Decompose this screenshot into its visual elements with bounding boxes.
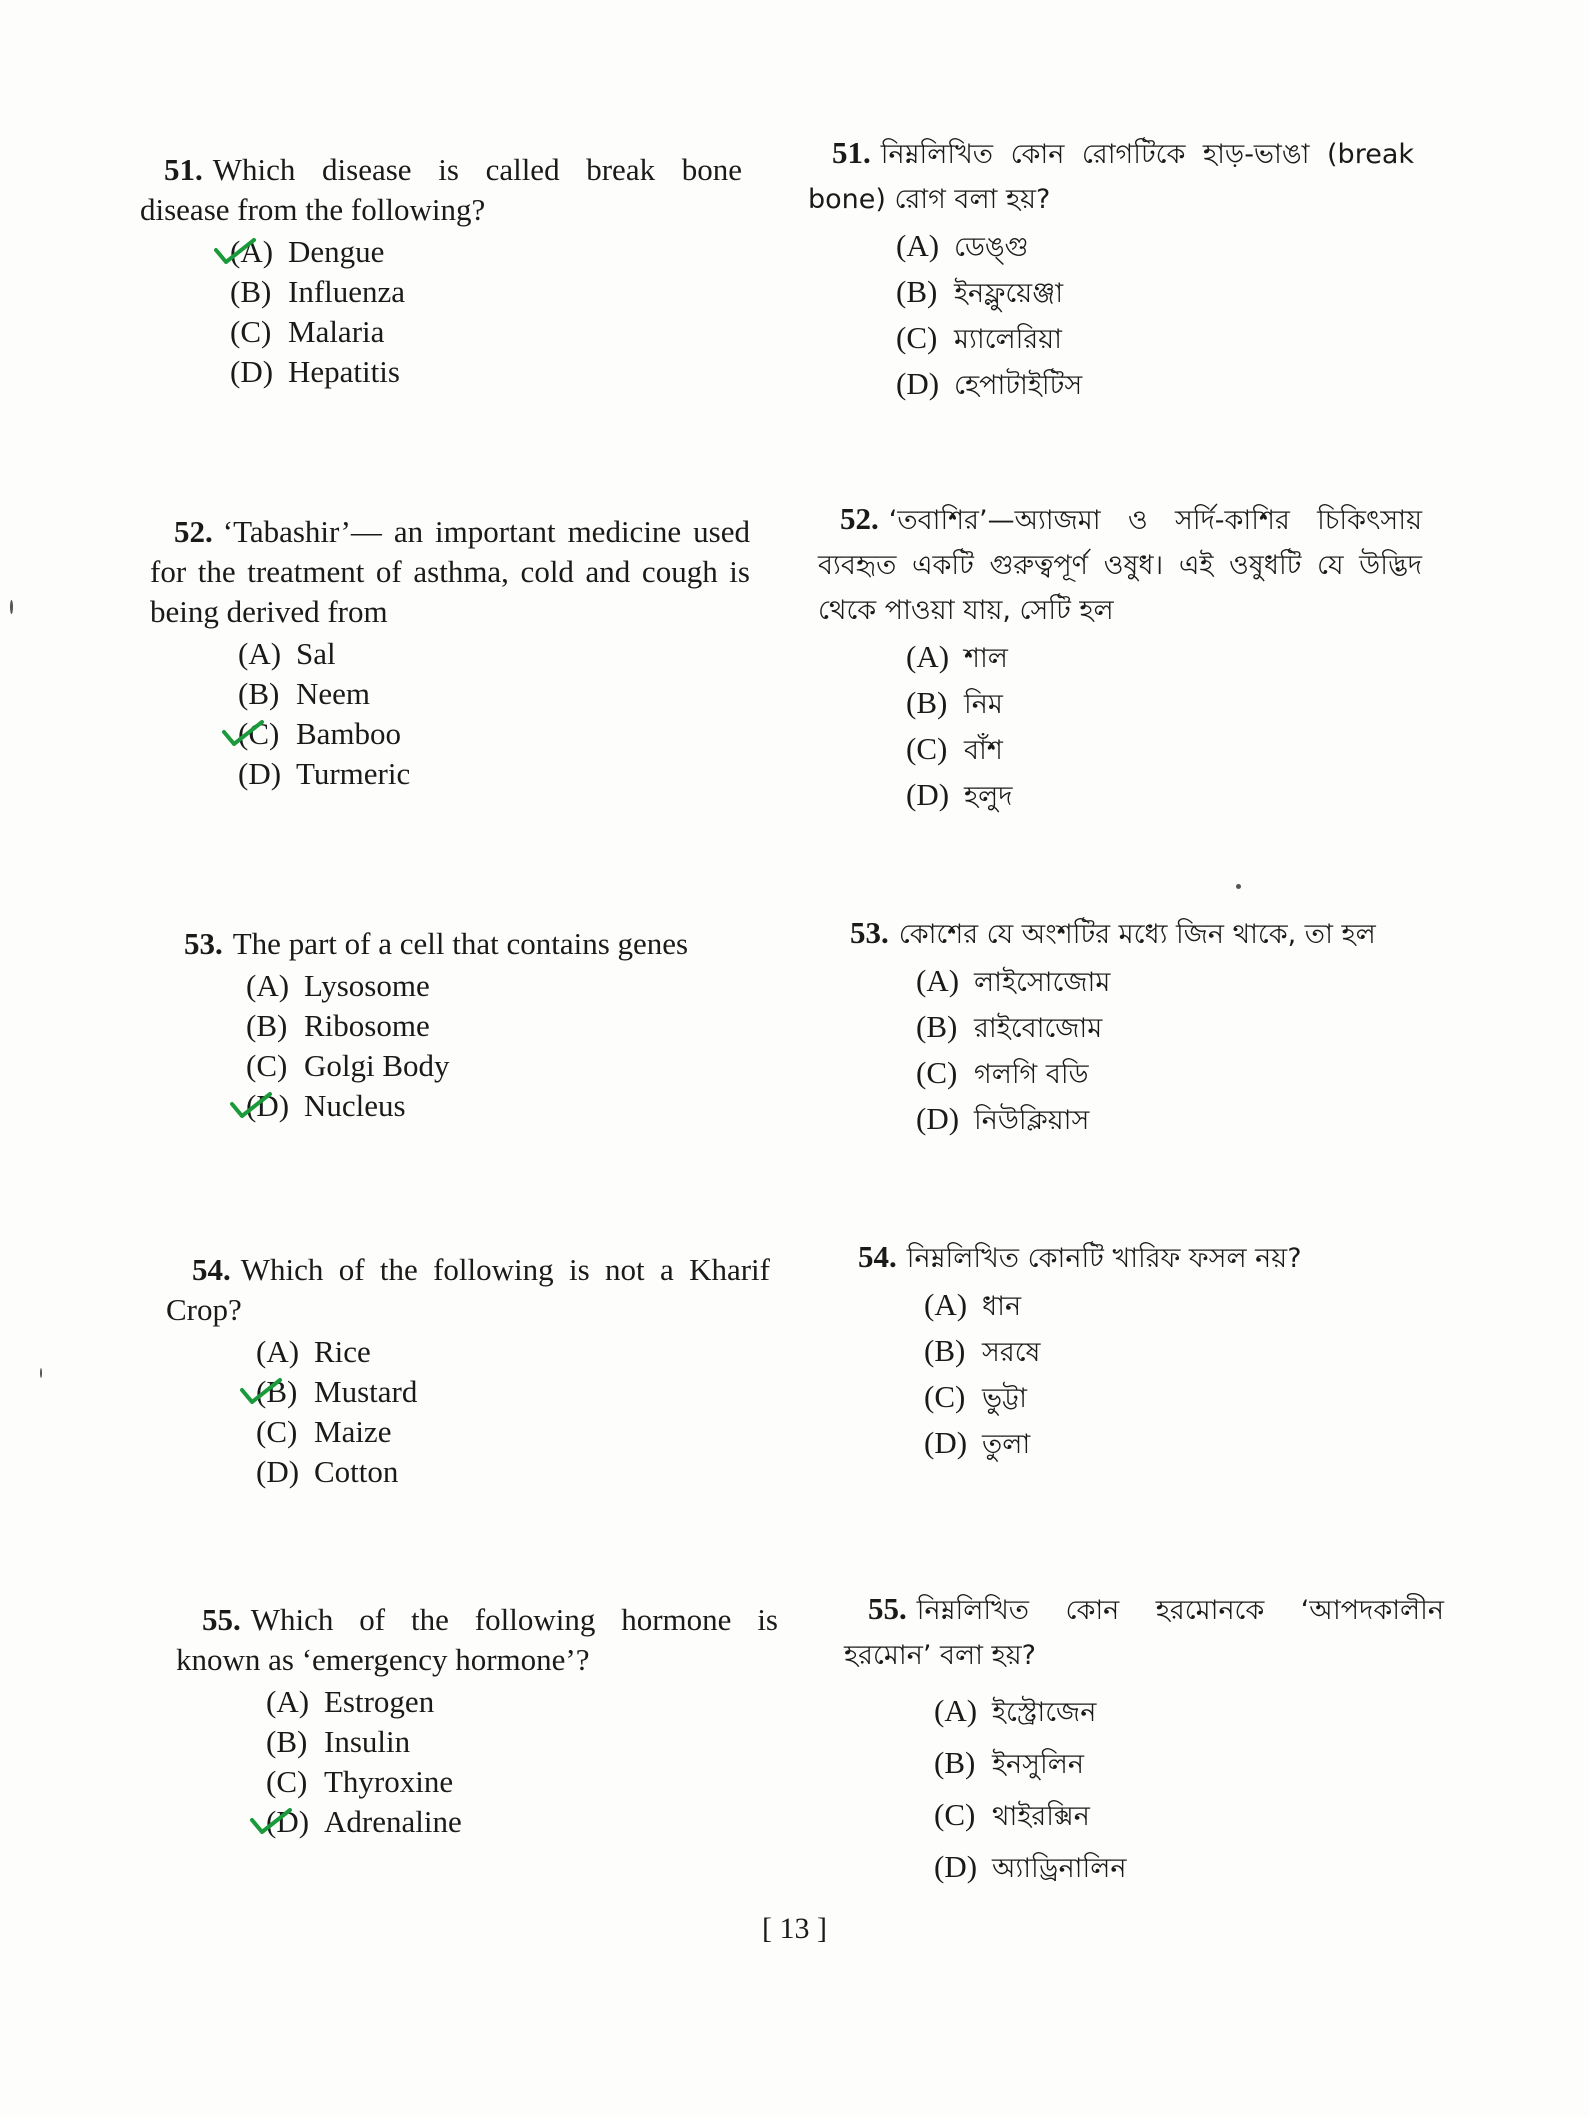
- option-text: Sal: [296, 636, 336, 671]
- option-b[interactable]: [230, 272, 742, 312]
- option-text: বাঁশ: [964, 735, 1003, 766]
- option-b[interactable]: [238, 674, 750, 714]
- option-text: ধান: [982, 1291, 1022, 1322]
- question-51-bengali: [808, 130, 1414, 408]
- question-body: The part of a cell that contains genes: [232, 926, 689, 961]
- option-label: (D): [238, 756, 282, 791]
- options-list: [256, 1332, 770, 1492]
- question-52-bengali: [818, 496, 1422, 819]
- option-a[interactable]: [924, 1283, 1438, 1329]
- option-text: অ্যাড্রিনালিন: [992, 1853, 1127, 1884]
- option-text: Influenza: [288, 274, 406, 309]
- scan-speck: [1236, 884, 1241, 889]
- option-label: (D): [896, 366, 940, 401]
- option-label: (B): [934, 1745, 976, 1780]
- question-text: [858, 1234, 1438, 1281]
- option-b[interactable]: [896, 270, 1414, 316]
- question-text: [176, 1600, 778, 1680]
- question-54-english: [166, 1250, 770, 1492]
- question-body: Which disease is called break bone disease from the following?: [140, 152, 742, 227]
- question-body: Which of the following is not a Kharif Crop?: [166, 1252, 770, 1327]
- option-d[interactable]: [906, 773, 1422, 819]
- page-number: [ 13 ]: [762, 1912, 827, 1945]
- option-text: Neem: [296, 676, 371, 711]
- question-number: 54.: [192, 1252, 231, 1287]
- option-label: (A): [896, 228, 940, 263]
- question-number: 53.: [850, 915, 889, 950]
- option-label: (A): [924, 1287, 968, 1322]
- option-label: (C): [238, 716, 280, 751]
- option-text: হেপাটাইটিস: [954, 370, 1083, 401]
- option-label: (A): [906, 639, 950, 674]
- options-list: [238, 634, 750, 794]
- option-label: (A): [246, 968, 290, 1003]
- option-text: Malaria: [288, 314, 385, 349]
- question-number: 54.: [858, 1239, 897, 1274]
- option-text: রাইবোজোম: [974, 1013, 1103, 1044]
- option-d[interactable]: [916, 1097, 1430, 1143]
- option-text: Nucleus: [304, 1088, 406, 1123]
- option-a[interactable]: [256, 1332, 770, 1372]
- option-label: (D): [246, 1088, 290, 1123]
- options-list: [896, 224, 1414, 408]
- option-text: Thyroxine: [324, 1764, 454, 1799]
- option-text: গলগি বডি: [974, 1059, 1089, 1090]
- question-52-english: [150, 512, 750, 794]
- option-a[interactable]: [934, 1686, 1444, 1738]
- option-a[interactable]: [916, 959, 1430, 1005]
- option-a[interactable]: [896, 224, 1414, 270]
- option-text: ইনসুলিন: [992, 1749, 1084, 1780]
- options-list: [924, 1283, 1438, 1467]
- option-label: (A): [238, 636, 282, 671]
- question-number: 55.: [868, 1591, 907, 1626]
- option-label: (C): [916, 1055, 958, 1090]
- option-text: হলুদ: [964, 781, 1013, 812]
- option-label: (B): [256, 1374, 298, 1409]
- option-text: Hepatitis: [288, 354, 400, 389]
- option-b[interactable]: [906, 681, 1422, 727]
- option-b[interactable]: [934, 1738, 1444, 1790]
- option-label: (C): [256, 1414, 298, 1449]
- options-list: [266, 1682, 778, 1842]
- option-b[interactable]: [266, 1722, 778, 1762]
- question-text: [818, 496, 1422, 633]
- option-c[interactable]: [906, 727, 1422, 773]
- option-text: Mustard: [314, 1374, 418, 1409]
- question-number: 51.: [832, 135, 871, 170]
- option-text: ইস্ট্রোজেন: [992, 1697, 1097, 1728]
- options-list: [916, 959, 1430, 1143]
- option-label: (C): [246, 1048, 288, 1083]
- question-54-bengali: [858, 1234, 1438, 1467]
- option-label: (B): [246, 1008, 288, 1043]
- question-body: ‘Tabashir’— an important medicine used for the treatment of asthma, cold and cough is being derived from: [150, 514, 750, 629]
- option-text: নিউক্লিয়াস: [974, 1105, 1090, 1136]
- option-text: ভুট্টা: [982, 1383, 1027, 1414]
- option-label: (B): [896, 274, 938, 309]
- question-53-english: [184, 924, 754, 1126]
- question-55-english: [176, 1600, 778, 1842]
- option-d[interactable]: [246, 1086, 754, 1126]
- scan-speck: [40, 1368, 42, 1378]
- option-label: (A): [266, 1684, 310, 1719]
- question-text: [844, 1586, 1444, 1678]
- option-text: নিম: [964, 689, 1003, 720]
- question-55-bengali: [844, 1586, 1444, 1894]
- option-d[interactable]: [230, 352, 742, 392]
- option-c[interactable]: [896, 316, 1414, 362]
- option-a[interactable]: [246, 966, 754, 1006]
- option-label: (B): [916, 1009, 958, 1044]
- option-label: (B): [266, 1724, 308, 1759]
- option-label: (B): [230, 274, 272, 309]
- option-b[interactable]: [246, 1006, 754, 1046]
- question-53-bengali: [850, 910, 1430, 1143]
- option-label: (C): [896, 320, 938, 355]
- option-c[interactable]: [256, 1412, 770, 1452]
- option-a[interactable]: [266, 1682, 778, 1722]
- question-body: নিম্নলিখিত কোন রোগটিকে হাড়-ভাঙা (break bone) রোগ বলা হয়?: [808, 139, 1414, 215]
- option-label: (D): [924, 1425, 968, 1460]
- option-a[interactable]: [906, 635, 1422, 681]
- option-label: (D): [916, 1101, 960, 1136]
- option-text: Estrogen: [324, 1684, 435, 1719]
- option-a[interactable]: [238, 634, 750, 674]
- option-label: (C): [230, 314, 272, 349]
- option-text: Turmeric: [296, 756, 411, 791]
- option-b[interactable]: [924, 1329, 1438, 1375]
- question-text: [166, 1250, 770, 1330]
- option-c[interactable]: [934, 1790, 1444, 1842]
- option-d[interactable]: [934, 1842, 1444, 1894]
- option-text: লাইসোজোম: [974, 967, 1111, 998]
- question-text: [850, 910, 1430, 957]
- option-c[interactable]: [916, 1051, 1430, 1097]
- option-label: (D): [230, 354, 274, 389]
- option-d[interactable]: [256, 1452, 770, 1492]
- option-text: Rice: [314, 1334, 371, 1369]
- question-body: নিম্নলিখিত কোনটি খারিফ ফসল নয়?: [906, 1243, 1302, 1274]
- question-number: 53.: [184, 926, 223, 961]
- option-c[interactable]: [266, 1762, 778, 1802]
- option-text: সরষে: [982, 1337, 1041, 1368]
- option-d[interactable]: [238, 754, 750, 794]
- option-label: (B): [238, 676, 280, 711]
- option-label: (C): [906, 731, 948, 766]
- option-c[interactable]: [238, 714, 750, 754]
- option-label: (A): [916, 963, 960, 998]
- option-label: (C): [266, 1764, 308, 1799]
- option-text: Bamboo: [296, 716, 402, 751]
- option-label: (D): [906, 777, 950, 812]
- option-label: (D): [934, 1849, 978, 1884]
- question-51-english: [140, 150, 742, 392]
- question-text: [184, 924, 754, 964]
- option-b[interactable]: [256, 1372, 770, 1412]
- option-c[interactable]: [246, 1046, 754, 1086]
- question-text: [150, 512, 750, 632]
- option-text: Cotton: [314, 1454, 399, 1489]
- option-label: (B): [906, 685, 948, 720]
- option-text: Maize: [314, 1414, 392, 1449]
- option-label: (C): [934, 1797, 976, 1832]
- options-list: [246, 966, 754, 1126]
- option-d[interactable]: [266, 1802, 778, 1842]
- option-text: Lysosome: [304, 968, 430, 1003]
- question-text: [140, 150, 742, 230]
- scan-speck: [10, 600, 13, 614]
- option-text: থাইরক্সিন: [992, 1801, 1090, 1832]
- option-text: Adrenaline: [324, 1804, 462, 1839]
- option-label: (A): [230, 234, 274, 269]
- option-label: (C): [924, 1379, 966, 1414]
- question-number: 52.: [174, 514, 213, 549]
- option-label: (D): [266, 1804, 310, 1839]
- option-d[interactable]: [924, 1421, 1438, 1467]
- options-list: [230, 232, 742, 392]
- question-number: 55.: [202, 1602, 241, 1637]
- option-label: (B): [924, 1333, 966, 1368]
- option-text: Ribosome: [304, 1008, 430, 1043]
- option-text: Dengue: [288, 234, 385, 269]
- option-text: ম্যালেরিয়া: [954, 324, 1062, 355]
- option-label: (A): [256, 1334, 300, 1369]
- option-text: শাল: [964, 643, 1008, 674]
- option-label: (D): [256, 1454, 300, 1489]
- question-number: 52.: [840, 501, 879, 536]
- option-c[interactable]: [230, 312, 742, 352]
- question-number: 51.: [164, 152, 203, 187]
- option-a[interactable]: [230, 232, 742, 272]
- option-text: Insulin: [324, 1724, 411, 1759]
- options-list: [934, 1686, 1444, 1894]
- question-body: নিম্নলিখিত কোন হরমোনকে ‘আপদকালীন হরমোন’ বলা হয়?: [844, 1595, 1444, 1671]
- question-text: [808, 130, 1414, 222]
- option-text: ইনফ্লুয়েঞ্জা: [954, 278, 1064, 309]
- option-c[interactable]: [924, 1375, 1438, 1421]
- option-label: (A): [934, 1693, 978, 1728]
- question-body: ‘তবাশির’—অ্যাজমা ও সর্দি-কাশির চিকিৎসায় ব্যবহৃত একটি গুরুত্বপূর্ণ ওষুধ। এই ওষুধটি যে উদ্ভিদ থেকে পাওয়া যায়, সেটি হল: [818, 505, 1422, 626]
- option-b[interactable]: [916, 1005, 1430, 1051]
- option-text: তুলা: [982, 1429, 1031, 1460]
- question-body: Which of the following hormone is known as ‘emergency hormone’?: [176, 1602, 778, 1677]
- option-text: ডেঙ্গু: [954, 232, 1029, 263]
- option-d[interactable]: [896, 362, 1414, 408]
- options-list: [906, 635, 1422, 819]
- question-body: কোশের যে অংশটির মধ্যে জিন থাকে, তা হল: [898, 919, 1376, 950]
- option-text: Golgi Body: [304, 1048, 450, 1083]
